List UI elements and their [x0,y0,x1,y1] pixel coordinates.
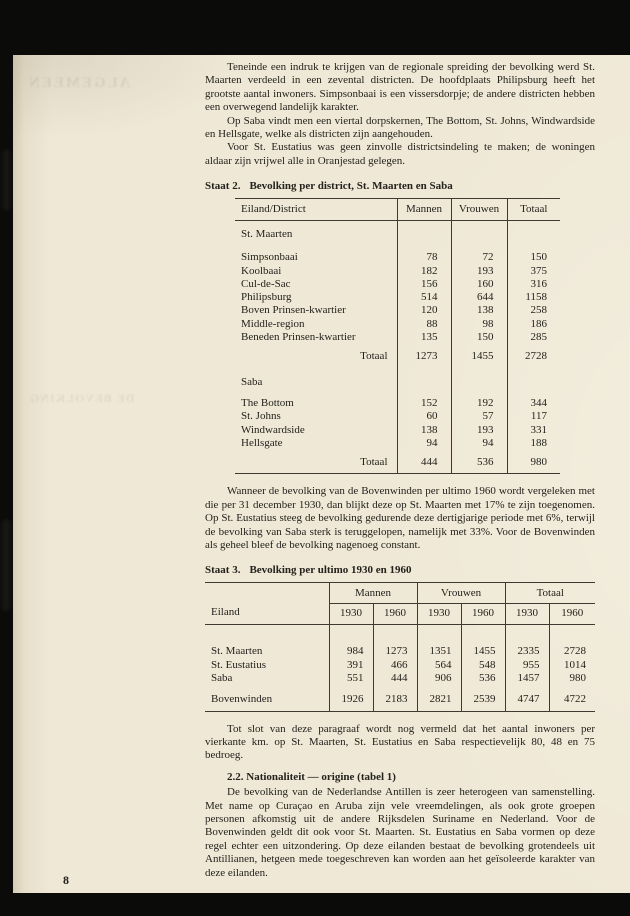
table-row [235,437,560,450]
mannen-value: 60 [397,410,451,423]
total-label: Bovenwinden [211,693,273,706]
table-row [235,291,560,304]
empty-cell [507,364,560,389]
group-name: St. Maarten [241,227,293,240]
totaal-value: 1158 [507,291,560,304]
total-label: Totaal [360,456,388,469]
empty-cell [507,220,560,241]
vrouwen-1960: 536 [461,672,505,685]
vrouwen-value: 192 [451,389,507,410]
island-name: St. Maarten [211,645,263,658]
mannen-1930: 391 [329,659,373,672]
totaal-1960: 980 [549,672,595,685]
empty-cell [451,220,507,241]
vrouwen-value: 193 [451,265,507,278]
vrouwen-value: 644 [451,291,507,304]
paragraph: De bevolking van de Nederlandse Antillen is zeer heterogeen van samenstelling. Met name op Curaçao en Aruba zijn vele vreemdelingen, als ook grote groepen personen afkomstig uit de andere Rijksdelen Suriname en Nederland. Voor de Bovenwinden geldt dit ook voor St. Maarten. St. Eustatius en Saba vormen op deze regel echter een uitzondering. Op deze eilanden bestaat de bevolking grotendeels uit Antillianen, hetgeen mede toegeschreven kan worden aan het geïsoleerde karakter van deze eilanden. [205,786,595,879]
table-row [235,389,560,410]
totaal-value: 316 [507,278,560,291]
totaal-value: 344 [507,389,560,410]
empty-cell [451,364,507,389]
staat3-header-group-row [205,582,595,603]
mannen-total: 444 [397,450,451,474]
column-header-vrouwen: Vrouwen [451,198,507,220]
column-header-eiland-district: Eiland/District [235,198,397,220]
totaal-value: 188 [507,437,560,450]
table-row [205,625,595,659]
group-name: Saba [241,375,263,388]
vrouwen-1960: 1455 [461,625,505,659]
staat2-title-text: Bevolking per district, St. Maarten en Saba [249,180,453,193]
column-group-vrouwen: Vrouwen [417,582,505,603]
table-row [205,672,595,685]
vrouwen-1960-total: 2539 [461,685,505,711]
group-header-row [235,220,560,241]
year-header: 1960 [373,604,417,625]
vrouwen-value: 150 [451,331,507,344]
vrouwen-value: 193 [451,424,507,437]
district-name: The Bottom [241,396,294,409]
staat2-title [205,180,595,193]
staat2-header-row [235,198,560,220]
staat3-label: Staat 3. [205,564,241,577]
district-name: St. Johns [241,410,281,423]
vrouwen-1930: 564 [417,659,461,672]
district-name: Cul-de-Sac [241,277,291,290]
vrouwen-1930: 1351 [417,625,461,659]
paragraph: Tot slot van deze paragraaf wordt nog vermeld dat het aantal inwoners per vierkante km. op St. Maarten, St. Eustatius en Saba respectievelijk 80, 48 en 75 bedroeg. [205,722,595,762]
vrouwen-value: 57 [451,410,507,423]
totaal-1960: 2728 [549,625,595,659]
mannen-value: 94 [397,437,451,450]
section-heading: 2.2. Nationaliteit — origine (tabel 1) [227,770,396,783]
empty-cell [397,220,451,241]
year-header: 1960 [549,604,595,625]
vrouwen-value: 72 [451,241,507,264]
totaal-value: 150 [507,241,560,264]
paragraph: Voor St. Eustatius was geen zinvolle districtsindeling te maken; de woningen aldaar zijn vrijwel alle in Oranjestad gelegen. [205,141,595,167]
document-page [13,55,630,893]
totaal-value: 186 [507,318,560,331]
totaal-1930: 955 [505,659,549,672]
mannen-1960: 466 [373,659,417,672]
mannen-value: 152 [397,389,451,410]
totaal-1930-total: 4747 [505,685,549,711]
island-name: St. Eustatius [211,658,267,671]
totaal-total: 980 [507,450,560,474]
table-row [235,304,560,317]
mannen-value: 88 [397,318,451,331]
district-name: Windwardside [241,423,305,436]
table-row [235,241,560,264]
mannen-1930: 984 [329,625,373,659]
totaal-total: 2728 [507,344,560,363]
bleed-through-text: ALGEMEEN [27,75,131,91]
table-row [235,318,560,331]
group-header-row [235,364,560,389]
totaal-value: 285 [507,331,560,344]
total-row [235,344,560,363]
paragraph: Op Saba vindt men een viertal dorpskernen, The Bottom, St. Johns, Windwardside en Hellsgate, welke als districten zijn aangehouden. [205,114,595,141]
mannen-1960-total: 2183 [373,685,417,711]
mannen-value: 138 [397,424,451,437]
vrouwen-value: 138 [451,304,507,317]
mannen-1960: 1273 [373,625,417,659]
table-row [235,265,560,278]
totaal-1930: 2335 [505,625,549,659]
total-label: Totaal [360,350,388,363]
vrouwen-value: 160 [451,278,507,291]
table-row [205,659,595,672]
totaal-value: 375 [507,265,560,278]
district-name: Middle-region [241,317,305,330]
mannen-value: 78 [397,241,451,264]
staat2-label: Staat 2. [205,180,241,193]
staat2-table [235,198,560,475]
vrouwen-value: 94 [451,437,507,450]
column-group-mannen: Mannen [329,582,417,603]
text-column [205,61,595,880]
year-header: 1930 [417,604,461,625]
totaal-1960-total: 4722 [549,685,595,711]
scan-smudge [2,520,10,610]
island-name: Saba [211,672,233,685]
page-number: 8 [63,873,69,887]
mannen-value: 514 [397,291,451,304]
totaal-1960: 1014 [549,659,595,672]
mannen-total: 1273 [397,344,451,363]
district-name: Simpsonbaai [241,251,298,264]
table-row [235,278,560,291]
vrouwen-1960: 548 [461,659,505,672]
mannen-value: 182 [397,265,451,278]
vrouwen-1930-total: 2821 [417,685,461,711]
total-row [235,450,560,474]
mannen-value: 156 [397,278,451,291]
vrouwen-value: 98 [451,318,507,331]
totaal-value: 331 [507,424,560,437]
mannen-1930-total: 1926 [329,685,373,711]
district-name: Koolbaai [241,264,282,277]
paragraph: Teneinde een indruk te krijgen van de regionale spreiding der bevolking werd St. Maarten verdeeld in een zevental districten. De hoofdplaats Philipsburg heeft het grootste aantal inwoners. Simpsonbaai is een vissersdorpje; de andere districten hebben een overwegend landelijk karakter. [205,61,595,114]
table-row [235,410,560,423]
table-row [235,331,560,344]
year-header: 1960 [461,604,505,625]
scan-smudge [3,150,10,210]
table-row [235,424,560,437]
column-group-totaal: Totaal [505,582,595,603]
total-row [205,685,595,711]
column-header-totaal: Totaal [507,198,560,220]
staat3-title-text: Bevolking per ultimo 1930 en 1960 [249,564,412,577]
vrouwen-1930: 906 [417,672,461,685]
bleed-through-text: DE BEVOLKING [29,391,135,405]
mannen-1960: 444 [373,672,417,685]
mannen-value: 120 [397,304,451,317]
totaal-value: 117 [507,410,560,423]
district-name: Beneden Prinsen-kwartier [241,331,356,344]
vrouwen-total: 536 [451,450,507,474]
staat3-title [205,564,595,577]
district-name: Boven Prinsen-kwartier [241,304,346,317]
totaal-1930: 1457 [505,672,549,685]
mannen-value: 135 [397,331,451,344]
empty-cell [397,364,451,389]
column-header-mannen: Mannen [397,198,451,220]
vrouwen-total: 1455 [451,344,507,363]
year-header: 1930 [505,604,549,625]
paragraph: Wanneer de bevolking van de Bovenwinden per ultimo 1960 wordt vergeleken met die per 31 december 1930, dan blijkt deze op St. Maarten met 17% te zijn toegenomen. Op St. Eustatius steeg de bevolking gedurende deze dertigjarige periode met 6%, terwijl de bevolking van Saba sterk is teruggelopen, namelijk met 33%. Voor de Bovenwinden als geheel bleef de bevolking nagenoeg constant. [205,485,595,552]
totaal-value: 258 [507,304,560,317]
district-name: Philipsburg [241,291,292,304]
district-name: Hellsgate [241,436,283,449]
column-header-eiland: Eiland [205,582,329,625]
year-header: 1930 [329,604,373,625]
mannen-1930: 551 [329,672,373,685]
staat3-table [205,582,595,712]
